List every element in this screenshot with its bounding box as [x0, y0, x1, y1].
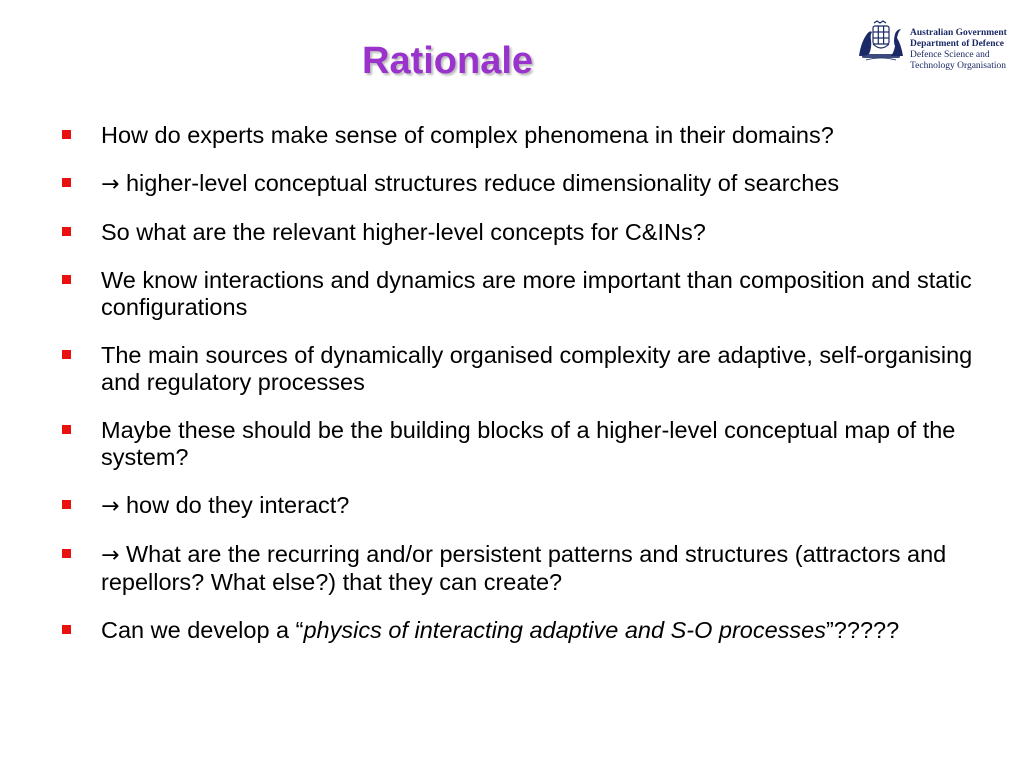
bullet-list	[62, 122, 982, 665]
bullet-item	[62, 170, 982, 198]
bullet-item	[62, 541, 982, 596]
bullet-text: higher-level conceptual structures reduce dimensionality of searches	[125, 170, 840, 196]
square-bullet-icon	[62, 275, 71, 284]
bullet-item	[62, 617, 982, 644]
bullet-item	[62, 267, 982, 321]
bullet-text: how do they interact?	[125, 492, 350, 518]
bullet-text: What are the recurring and/or persistent patterns and structures (attractors and repellors? What else?) that they can create?	[101, 541, 947, 595]
logo-line-1: Australian Government	[910, 28, 1007, 38]
square-bullet-icon	[62, 425, 71, 434]
slide-title: Rationale	[362, 40, 534, 82]
logo-line-4: Technology Organisation	[910, 61, 1006, 71]
square-bullet-icon	[62, 178, 71, 187]
square-bullet-icon	[62, 500, 71, 509]
right-arrow-icon: →	[101, 494, 120, 519]
bullet-item	[62, 342, 982, 396]
square-bullet-icon	[62, 625, 71, 634]
bullet-text: So what are the relevant higher-level concepts for C&INs?	[101, 219, 706, 245]
bullet-text: The main sources of dynamically organised complexity are adaptive, self-organising and regulatory processes	[101, 342, 973, 395]
australian-government-logo	[856, 18, 1016, 82]
bullet-item	[62, 122, 982, 149]
square-bullet-icon	[62, 549, 71, 558]
logo-line-3: Defence Science and	[910, 50, 990, 60]
logo-line-2: Department of Defence	[910, 39, 1004, 49]
logo-text	[910, 28, 1007, 72]
bullet-text: Maybe these should be the building blocks of a higher-level conceptual map of the system?	[101, 417, 956, 470]
right-arrow-icon: →	[101, 172, 120, 197]
bullet-text-italic: physics of interacting adaptive and S-O processes	[303, 617, 826, 643]
right-arrow-icon: →	[101, 543, 120, 568]
square-bullet-icon	[62, 130, 71, 139]
bullet-item	[62, 417, 982, 471]
commonwealth-crest-icon	[856, 20, 906, 62]
square-bullet-icon	[62, 350, 71, 359]
bullet-item	[62, 492, 982, 520]
bullet-text: How do experts make sense of complex phenomena in their domains?	[101, 122, 834, 148]
bullet-text: We know interactions and dynamics are more important than composition and static configurations	[101, 267, 972, 320]
bullet-text-prefix: Can we develop a “	[101, 617, 304, 643]
bullet-text-suffix: ”?????	[825, 617, 900, 643]
square-bullet-icon	[62, 227, 71, 236]
bullet-item	[62, 219, 982, 246]
